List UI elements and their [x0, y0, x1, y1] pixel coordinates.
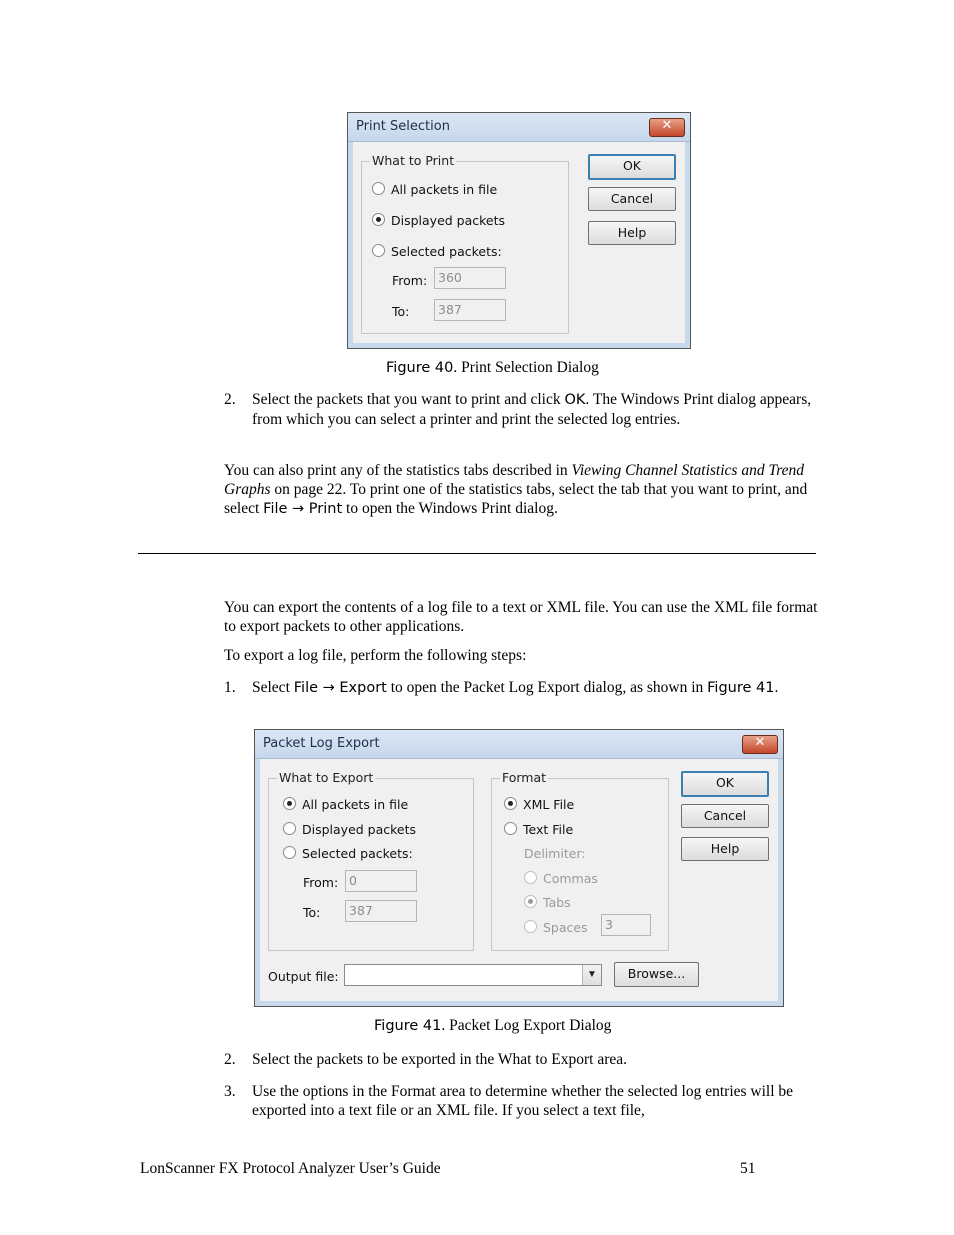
radio-dot	[283, 822, 296, 835]
step-number: 2.	[224, 1051, 236, 1068]
radio-dot	[372, 213, 385, 226]
close-icon: ✕	[754, 735, 766, 750]
dropdown-arrow-icon[interactable]: ▼	[582, 965, 601, 985]
radio-displayed-packets[interactable]	[372, 213, 505, 228]
radio-dot	[283, 797, 296, 810]
caption-text: . Packet Log Export Dialog	[441, 1017, 612, 1034]
packet-log-export-dialog	[254, 729, 784, 1007]
cancel-button[interactable]: Cancel	[588, 187, 676, 211]
dialog-client	[354, 142, 684, 342]
radio-label: Tabs	[543, 895, 571, 910]
radio-all-packets[interactable]	[283, 797, 408, 812]
radio-dot	[372, 244, 385, 257]
close-button[interactable]	[742, 735, 778, 754]
radio-label: Commas	[543, 871, 598, 886]
group-label: What to Print	[372, 153, 455, 168]
step-text: Select the packets that you want to print and click OK. The Windows Print dialog appears, from which you can select a printer and print the selected log entries.	[252, 391, 812, 428]
step-text: Select the packets to be exported in the What to Export area.	[252, 1051, 628, 1068]
output-file-label: Output file:	[268, 969, 339, 984]
radio-label: All packets in file	[391, 182, 498, 197]
radio-tabs[interactable]	[524, 895, 571, 910]
step-number: 3.	[224, 1083, 236, 1100]
to-field[interactable]: 387	[434, 299, 506, 321]
export-intro-paragraph: You can export the contents of a log file to a text or XML file. You can use the XML file format to export packets to other applications.	[224, 599, 818, 635]
spaces-count-field[interactable]: 3	[601, 914, 651, 936]
from-label: From:	[392, 273, 428, 288]
delimiter-label: Delimiter:	[524, 846, 586, 861]
ok-reference: OK	[564, 392, 586, 408]
step-number: 1.	[224, 679, 236, 696]
cancel-button[interactable]: Cancel	[681, 804, 769, 828]
radio-xml-file[interactable]	[504, 797, 574, 812]
footer-title: LonScanner FX Protocol Analyzer User’s Guide	[140, 1160, 441, 1177]
ok-button[interactable]: OK	[588, 154, 676, 180]
to-label: To:	[392, 304, 410, 319]
radio-dot	[372, 182, 385, 195]
step-text: Use the options in the Format area to determine whether the selected log entries will be exported into a text file or an XML file. If you select a text file,	[252, 1083, 794, 1119]
radio-selected-packets[interactable]	[372, 244, 502, 259]
radio-label: Text File	[523, 822, 574, 837]
browse-button[interactable]: Browse...	[614, 962, 699, 987]
radio-label: Displayed packets	[391, 213, 506, 228]
ok-button[interactable]: OK	[681, 771, 769, 797]
figure-label: Figure 41	[374, 1018, 442, 1034]
radio-dot	[283, 846, 296, 859]
radio-label: All packets in file	[302, 797, 409, 812]
help-button[interactable]: Help	[681, 837, 769, 861]
close-button[interactable]	[649, 118, 685, 137]
radio-dot	[504, 797, 517, 810]
radio-dot	[524, 920, 537, 933]
radio-label: Spaces	[543, 920, 588, 935]
output-file-combo[interactable]	[344, 964, 602, 986]
section-divider	[138, 553, 816, 554]
to-label: To:	[303, 905, 321, 920]
radio-label: Selected packets:	[391, 244, 502, 259]
group-label: Format	[502, 770, 547, 785]
print-statistics-paragraph: You can also print any of the statistics tabs described in Viewing Channel Statistics and Trend Graphs on page 22. To print one of the statistics tabs, select the tab that you want to print, and select File → Print to open the Windows Print dialog.	[224, 462, 808, 517]
menu-path: File → Print	[263, 501, 343, 517]
dialog-title: Packet Log Export	[263, 736, 380, 751]
menu-path: File → Export	[293, 680, 387, 696]
group-label: What to Export	[279, 770, 374, 785]
radio-label: Selected packets:	[302, 846, 413, 861]
figure-reference[interactable]: Figure 41	[707, 680, 775, 696]
dialog-titlebar	[348, 113, 690, 142]
from-field[interactable]: 0	[345, 870, 417, 892]
help-button[interactable]: Help	[588, 221, 676, 245]
cross-reference-link[interactable]: Viewing Channel Statistics and Trend Graphs	[224, 462, 805, 498]
radio-spaces[interactable]	[524, 920, 588, 935]
dialog-client	[261, 759, 777, 1000]
radio-text-file[interactable]	[504, 822, 573, 837]
print-selection-dialog	[347, 112, 691, 349]
close-icon: ✕	[661, 118, 673, 133]
page-number: 51	[740, 1160, 756, 1177]
radio-selected-packets[interactable]	[283, 846, 413, 861]
from-label: From:	[303, 875, 339, 890]
to-field[interactable]: 387	[345, 900, 417, 922]
figure-41-caption	[374, 1017, 611, 1035]
export-steps-intro: To export a log file, perform the following steps:	[224, 647, 527, 664]
radio-dot	[524, 871, 537, 884]
step-number: 2.	[224, 391, 236, 408]
dialog-title: Print Selection	[356, 119, 450, 134]
step-text: Select File → Export to open the Packet Log Export dialog, as shown in Figure 41.	[252, 679, 779, 696]
figure-label: Figure 40	[386, 360, 454, 376]
dialog-titlebar	[255, 730, 783, 759]
radio-displayed-packets[interactable]	[283, 822, 416, 837]
radio-dot	[504, 822, 517, 835]
from-field[interactable]: 360	[434, 267, 506, 289]
radio-label: Displayed packets	[302, 822, 417, 837]
radio-all-packets[interactable]	[372, 182, 497, 197]
radio-label: XML File	[523, 797, 575, 812]
radio-commas[interactable]	[524, 871, 598, 886]
radio-dot	[524, 895, 537, 908]
figure-40-caption	[386, 359, 599, 377]
caption-text: . Print Selection Dialog	[453, 359, 599, 376]
